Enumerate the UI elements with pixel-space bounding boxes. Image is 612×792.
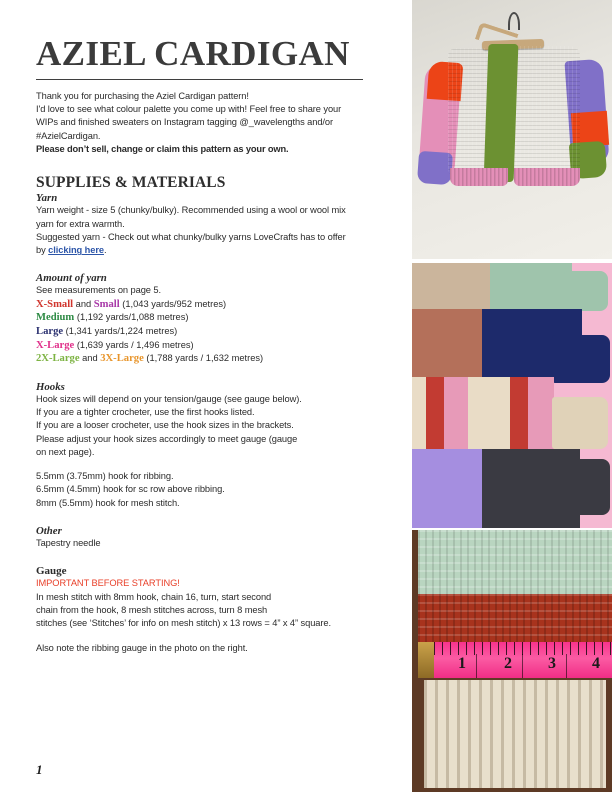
other-item-tapestry-needle: Tapestry needle — [36, 538, 101, 549]
size-label: Large — [36, 325, 64, 337]
swatch-3-stripe-red-a — [426, 377, 444, 449]
size-label: Medium — [36, 312, 75, 324]
tape-number-1: 1 — [458, 655, 466, 672]
hook-size-mesh: 8mm (5.5mm) hook for mesh stitch. — [36, 497, 180, 508]
tape-measure — [418, 642, 612, 678]
gauge-line-2: chain from the hook, 8 mesh stitches across, turn 8 mesh — [36, 604, 268, 615]
swatch-4-cuff — [552, 459, 610, 515]
size-yardage: (1,341 yards/1,224 metres) — [63, 325, 178, 336]
hooks-line-3: If you are a looser crocheter, use the hook sizes in the brackets. — [36, 420, 294, 431]
other-heading: Other — [36, 525, 62, 538]
amount-of-yarn-heading: Amount of yarn — [36, 272, 107, 285]
size-label: X-Small — [36, 298, 74, 310]
cardigan-hem-left — [450, 168, 508, 186]
hanger-hook-icon — [508, 12, 520, 30]
yarn-line-2: yarn for extra warmth. — [36, 218, 125, 229]
swatch-3-stripe-pink-b — [528, 377, 554, 449]
supplies-heading: SUPPLIES & MATERIALS — [36, 174, 226, 192]
hooks-line-2: If you are a tighter crocheter, use the first hooks listed. — [36, 406, 255, 417]
swatch-3-stripe-cream-b — [468, 377, 510, 449]
measurements-note: See measurements on page 5. — [36, 285, 161, 296]
swatch-1-sleeve-upper — [490, 263, 572, 309]
size-label-secondary: 3X-Large — [100, 353, 144, 365]
yarn-size-row — [36, 311, 376, 325]
page-number: 1 — [36, 762, 43, 777]
size-connector: and — [73, 298, 94, 309]
swatch-1-body-upper — [412, 263, 490, 309]
hooks-line-5: on next page). — [36, 446, 95, 457]
swatch-3-stripe-red-b — [510, 377, 528, 449]
intro-line-4: #AzielCardigan. — [36, 130, 101, 141]
tape-measure-metal-end — [418, 642, 434, 678]
yarn-size-row — [36, 352, 376, 366]
yarn-size-row — [36, 325, 376, 339]
title-divider — [36, 79, 363, 80]
hooks-line-4: Please adjust your hook sizes accordingly to meet gauge (gauge — [36, 433, 298, 444]
swatch-2-body — [412, 309, 482, 377]
photo-cardigan-on-hanger — [412, 0, 612, 259]
cardigan-back-neck — [494, 54, 510, 84]
hooks-line-1: Hook sizes will depend on your tension/gauge (see gauge below). — [36, 393, 302, 404]
cardigan-hem-right — [514, 168, 580, 186]
page-title: AZIEL CARDIGAN — [36, 34, 350, 73]
hooks-heading: Hooks — [36, 380, 65, 393]
intro-line-1: Thank you for purchasing the Aziel Cardigan pattern! — [36, 90, 249, 101]
tape-measure-ticks — [418, 642, 612, 655]
swatch-3-cuff — [552, 397, 608, 449]
link-suffix: . — [103, 245, 107, 256]
photo-column — [412, 0, 612, 792]
intro-paragraph — [36, 90, 376, 156]
rust-colour-row — [418, 594, 612, 644]
yarn-line-1: Yarn weight - size 5 (chunky/bulky). Recommended using a wool or wool mix — [36, 205, 346, 216]
ribbing-swatch — [424, 680, 606, 788]
cardigan-right-front — [512, 46, 580, 178]
copyright-notice: Please don’t sell, change or claim this pattern as your own. — [36, 143, 289, 154]
size-yardage: (1,639 yards / 1,496 metres) — [74, 339, 194, 350]
yarn-size-row — [36, 339, 376, 353]
swatch-3-stripe-cream-a — [412, 377, 426, 449]
photo-gauge-measurement — [412, 530, 612, 792]
size-label: 2X-Large — [36, 353, 80, 365]
hook-size-sc-row: 6.5mm (4.5mm) hook for sc row above ribbing. — [36, 484, 225, 495]
photo-sleeve-swatches — [412, 263, 612, 528]
tape-number-2: 2 — [504, 655, 512, 672]
swatch-4-body — [412, 449, 482, 528]
swatch-3-stripe-pink-a — [444, 377, 468, 449]
intro-line-3: WIPs and finished sweaters on Instagram tagging @_wavelengths and/or — [36, 117, 334, 128]
gauge-heading: Gauge — [36, 565, 67, 578]
ribbing-gauge-note: Also note the ribbing gauge in the photo on the right. — [36, 642, 248, 653]
yarn-heading: Yarn — [36, 192, 58, 205]
yarn-line-4 — [36, 244, 376, 257]
tape-number-4: 4 — [592, 655, 600, 672]
gauge-warning: IMPORTANT BEFORE STARTING! — [36, 578, 180, 589]
size-yardage: (1,043 yards/952 metres) — [119, 298, 227, 309]
swatch-2-cuff — [552, 335, 610, 383]
tape-number-3: 3 — [548, 655, 556, 672]
intro-line-2: I'd love to see what colour palette you come up with! Feel free to share your — [36, 104, 342, 115]
hook-size-ribbing: 5.5mm (3.75mm) hook for ribbing. — [36, 471, 174, 482]
swatch-1-cuff — [564, 271, 608, 311]
yarn-size-list — [36, 298, 376, 366]
size-label: X-Large — [36, 339, 75, 351]
size-yardage: (1,192 yards/1,088 metres) — [74, 312, 189, 323]
yarn-line-3: Suggested yarn - Check out what chunky/bulky yarns LoveCrafts has to offer — [36, 231, 346, 242]
link-prefix: by — [36, 245, 49, 256]
size-yardage: (1,788 yards / 1,632 metres) — [143, 353, 264, 364]
size-label-secondary: Small — [93, 298, 120, 310]
lovecrafts-link[interactable]: clicking here — [48, 245, 104, 256]
size-connector: and — [79, 353, 101, 364]
gauge-line-3: stitches (see ‘Stitches’ for info on mesh stitch) x 13 rows = 4” x 4” square. — [36, 618, 331, 629]
gauge-line-1: In mesh stitch with 8mm hook, chain 16, turn, start second — [36, 591, 272, 602]
yarn-size-row — [36, 298, 376, 312]
mesh-stitch-swatch — [418, 530, 612, 596]
